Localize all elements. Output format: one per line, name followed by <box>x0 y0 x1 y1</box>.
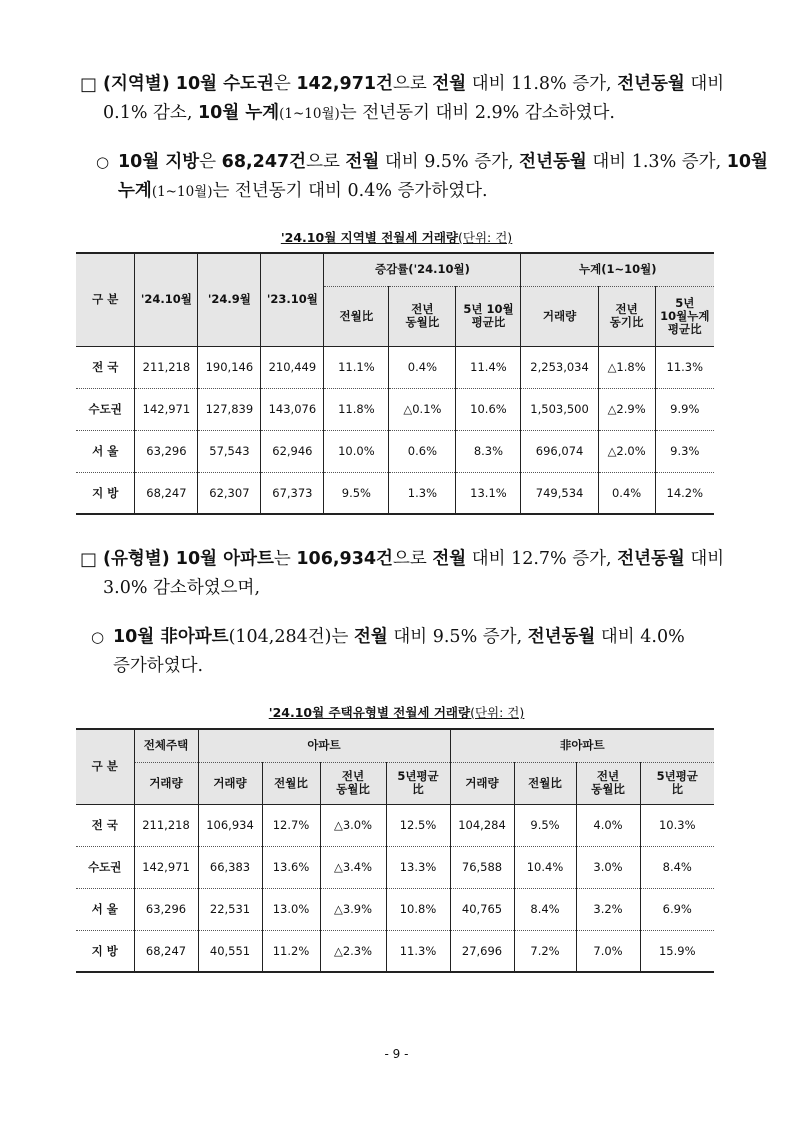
row-label: 서 울 <box>76 430 135 472</box>
paragraph-regional-capital: □ (지역별) 10월 수도권은 142,971건으로 전월 대비 11.8% 증가, 전년동월 대비 0.1% 감소, 10월 누계(1~10월)는 전년동기 대비 2.9% 감소하였다. <box>103 70 763 129</box>
table-cell: 68,247 <box>134 930 198 972</box>
table-cell: 8.4% <box>640 846 714 888</box>
table-caption-housing-type: '24.10월 주택유형별 전월세 거래량(단위: 건) <box>268 705 525 720</box>
row-label: 전 국 <box>76 804 134 846</box>
table-cell: 10.6% <box>456 388 521 430</box>
table-cell: 76,588 <box>450 846 514 888</box>
table-cell: 4.0% <box>576 804 640 846</box>
table-cell: 7.0% <box>576 930 640 972</box>
table-row <box>76 388 714 430</box>
table-cell: 10.0% <box>324 430 389 472</box>
table-cell: 11.2% <box>262 930 320 972</box>
row-label: 수도권 <box>76 846 134 888</box>
header-nonapt-volume: 거래량 <box>450 762 514 804</box>
table-row <box>76 930 714 972</box>
header-nonapt-yoy: 전년 동월比 <box>576 762 640 804</box>
paragraph-type-apartment: □ (유형별) 10월 아파트는 106,934건으로 전월 대비 12.7% 증가, 전년동월 대비 3.0% 감소하였으며, <box>103 545 763 603</box>
table-cell: △2.0% <box>598 430 655 472</box>
table-cell: 22,531 <box>198 888 262 930</box>
table-cell: 62,946 <box>261 430 324 472</box>
table-cell: 68,247 <box>135 472 198 514</box>
table-subheader-row <box>76 762 714 804</box>
table-header-row <box>76 729 714 762</box>
header-category: 구 분 <box>76 729 134 804</box>
table-cell: 67,373 <box>261 472 324 514</box>
regional-transactions-table <box>76 252 714 515</box>
table-cell: △0.1% <box>389 388 456 430</box>
header-total-housing: 전체주택 <box>134 729 198 762</box>
table-cell: 13.3% <box>386 846 450 888</box>
table-cell: 10.4% <box>514 846 576 888</box>
table-cell: 10.3% <box>640 804 714 846</box>
header-oct-2024: '24.10월 <box>135 253 198 346</box>
table-cell: 8.4% <box>514 888 576 930</box>
header-mom: 전월比 <box>324 286 389 346</box>
table-cell: 13.0% <box>262 888 320 930</box>
table-cell: △3.9% <box>320 888 386 930</box>
header-oct-2023: '23.10월 <box>261 253 324 346</box>
table-cell: 210,449 <box>261 346 324 388</box>
table-cell: 40,551 <box>198 930 262 972</box>
header-cumulative: 누계(1~10월) <box>521 253 714 286</box>
header-category: 구 분 <box>76 253 135 346</box>
table-cell: 106,934 <box>198 804 262 846</box>
header-cum-yoy: 전년 동기比 <box>598 286 655 346</box>
header-change-rate: 증감률('24.10월) <box>324 253 521 286</box>
row-label: 지 방 <box>76 472 135 514</box>
table-cell: 749,534 <box>521 472 598 514</box>
table-cell: 11.1% <box>324 346 389 388</box>
table-cell: 104,284 <box>450 804 514 846</box>
table-cell: 12.5% <box>386 804 450 846</box>
table-header-row <box>76 253 714 286</box>
table-row <box>76 888 714 930</box>
table-cell: 11.3% <box>655 346 714 388</box>
table-cell: 0.4% <box>389 346 456 388</box>
table-cell: 12.7% <box>262 804 320 846</box>
housing-type-transactions-table <box>76 728 714 973</box>
table-cell: 7.2% <box>514 930 576 972</box>
table-cell: 63,296 <box>134 888 198 930</box>
table-cell: 2,253,034 <box>521 346 598 388</box>
table-cell: 143,076 <box>261 388 324 430</box>
table-cell: 0.6% <box>389 430 456 472</box>
table-cell: 14.2% <box>655 472 714 514</box>
table-cell: 10.8% <box>386 888 450 930</box>
page-number: - 9 - <box>384 1047 409 1061</box>
table-cell: 190,146 <box>198 346 261 388</box>
table-row <box>76 430 714 472</box>
table-cell: 66,383 <box>198 846 262 888</box>
header-nonapt-mom: 전월比 <box>514 762 576 804</box>
row-label: 지 방 <box>76 930 134 972</box>
table-cell: 3.0% <box>576 846 640 888</box>
square-bullet-icon: □ <box>80 549 98 570</box>
table-row <box>76 846 714 888</box>
header-apt-5y: 5년평균 比 <box>386 762 450 804</box>
table-cell: 142,971 <box>134 846 198 888</box>
table-cell: 62,307 <box>198 472 261 514</box>
table-cell: 13.6% <box>262 846 320 888</box>
table-cell: 27,696 <box>450 930 514 972</box>
table-cell: 211,218 <box>135 346 198 388</box>
table-cell: 8.3% <box>456 430 521 472</box>
table-cell: 127,839 <box>198 388 261 430</box>
table-row <box>76 346 714 388</box>
table-cell: 696,074 <box>521 430 598 472</box>
table-row <box>76 472 714 514</box>
table-cell: 40,765 <box>450 888 514 930</box>
row-label: 서 울 <box>76 888 134 930</box>
row-label: 수도권 <box>76 388 135 430</box>
table-cell: 15.9% <box>640 930 714 972</box>
table-cell: 9.5% <box>324 472 389 514</box>
table-cell: 9.3% <box>655 430 714 472</box>
table-cell: 63,296 <box>135 430 198 472</box>
header-5y-avg: 5년 10월 평균比 <box>456 286 521 346</box>
table-cell: △3.0% <box>320 804 386 846</box>
table-caption-regional: '24.10월 지역별 전월세 거래량(단위: 건) <box>280 230 513 245</box>
table-cell: 6.9% <box>640 888 714 930</box>
header-non-apartment: 非아파트 <box>450 729 714 762</box>
table-cell: 57,543 <box>198 430 261 472</box>
header-apt-yoy: 전년 동월比 <box>320 762 386 804</box>
table-cell: 11.4% <box>456 346 521 388</box>
table-cell: 3.2% <box>576 888 640 930</box>
header-apartment: 아파트 <box>198 729 450 762</box>
table-cell: 1,503,500 <box>521 388 598 430</box>
row-label: 전 국 <box>76 346 135 388</box>
table-cell: 0.4% <box>598 472 655 514</box>
circle-bullet-icon: ○ <box>96 153 110 171</box>
header-volume: 거래량 <box>521 286 598 346</box>
square-bullet-icon: □ <box>80 74 98 95</box>
paragraph-type-non-apartment: ○ 10월 非아파트(104,284건)는 전월 대비 9.5% 증가, 전년동월 대비 4.0% 증가하였다. <box>88 623 693 681</box>
header-apt-volume: 거래량 <box>198 762 262 804</box>
header-apt-mom: 전월比 <box>262 762 320 804</box>
table-cell: △1.8% <box>598 346 655 388</box>
header-yoy: 전년 동월比 <box>389 286 456 346</box>
header-cum-5y-avg: 5년 10월누계 평균比 <box>655 286 714 346</box>
table-cell: 211,218 <box>134 804 198 846</box>
table-cell: △3.4% <box>320 846 386 888</box>
table-cell: 9.5% <box>514 804 576 846</box>
header-total-volume: 거래량 <box>134 762 198 804</box>
table-cell: 11.8% <box>324 388 389 430</box>
header-sep-2024: '24.9월 <box>198 253 261 346</box>
table-cell: △2.9% <box>598 388 655 430</box>
header-nonapt-5y: 5년평균 比 <box>640 762 714 804</box>
table-cell: 11.3% <box>386 930 450 972</box>
paragraph-regional-local: ○ 10월 지방은 68,247건으로 전월 대비 9.5% 증가, 전년동월 대비 1.3% 증가, 10월 누계(1~10월)는 전년동기 대비 0.4% 증가하였다. <box>88 148 778 207</box>
table-row <box>76 804 714 846</box>
table-cell: 9.9% <box>655 388 714 430</box>
table-cell: 142,971 <box>135 388 198 430</box>
table-cell: 13.1% <box>456 472 521 514</box>
table-cell: △2.3% <box>320 930 386 972</box>
table-cell: 1.3% <box>389 472 456 514</box>
circle-bullet-icon: ○ <box>91 628 105 646</box>
